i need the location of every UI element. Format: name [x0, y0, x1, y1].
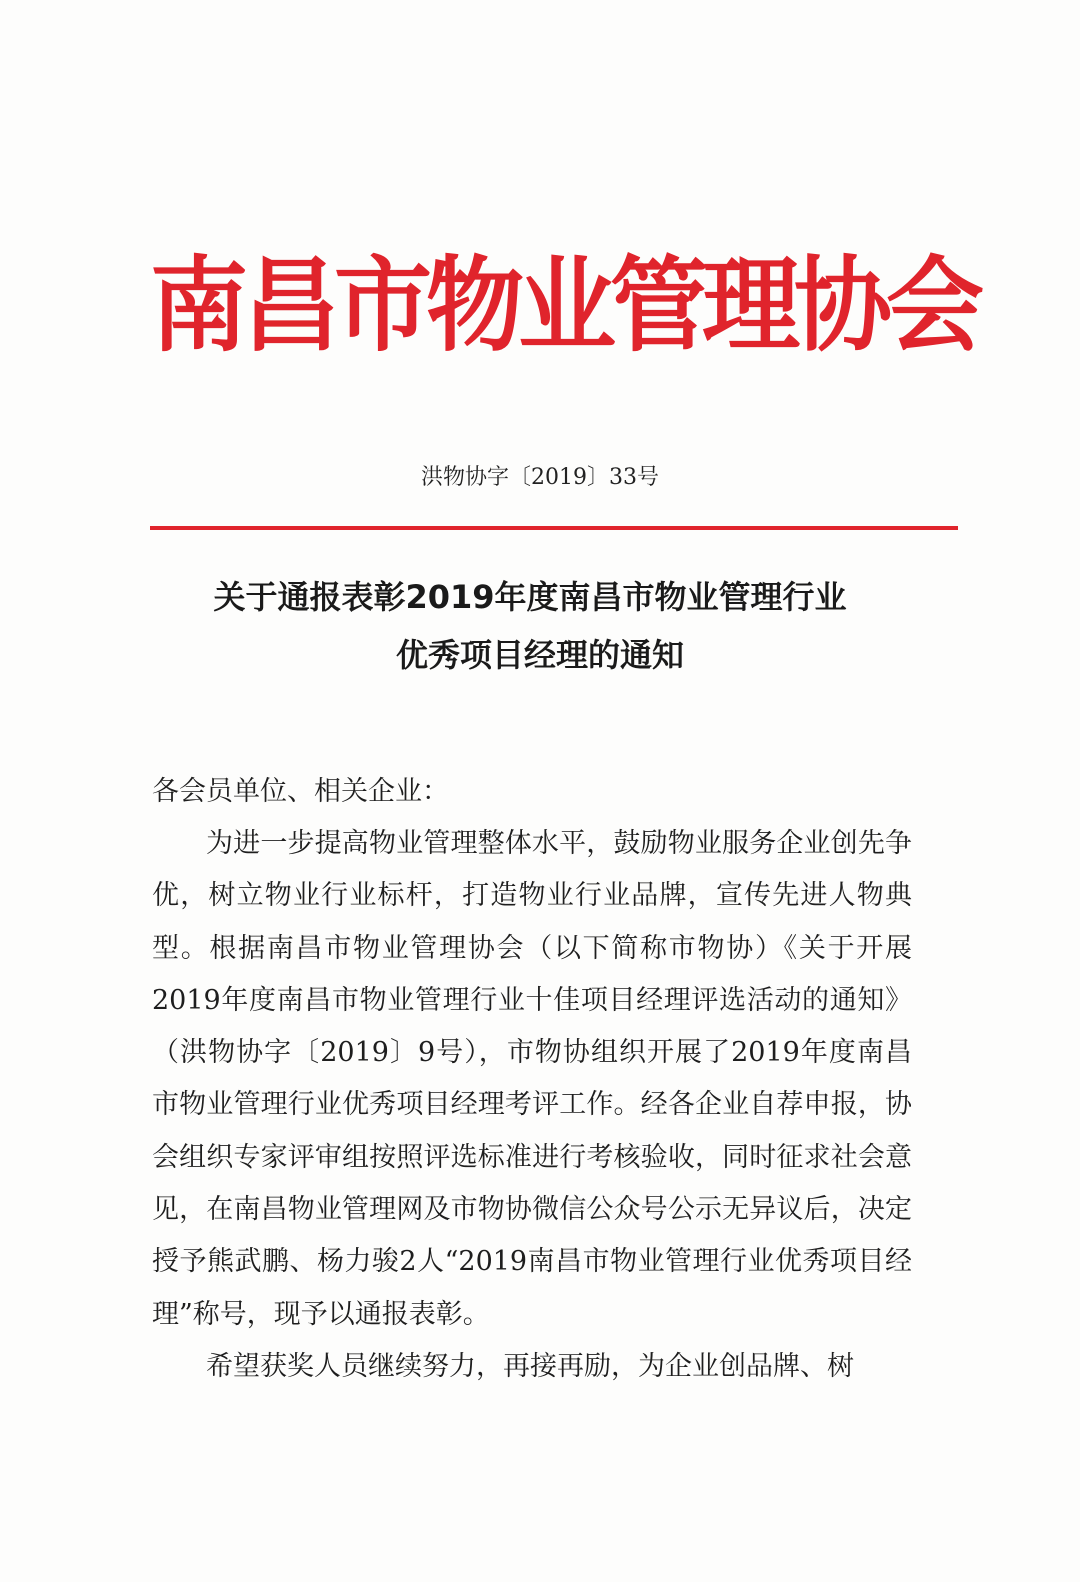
notice-title-line-1: 关于通报表彰2019年度南昌市物业管理行业 [213, 578, 847, 616]
notice-title-line-2: 优秀项目经理的通知 [395, 636, 684, 674]
organization-masthead: 南昌市物业管理协会 [150, 245, 979, 367]
body-paragraph-2: 希望获奖人员继续努力，再接再励，为企业创品牌、树 [206, 1351, 854, 1382]
salutation: 各会员单位、相关企业： [152, 776, 449, 807]
red-divider-line [150, 526, 958, 530]
document-number: 洪物协字〔2019〕33号 [421, 465, 659, 490]
body-paragraph-1: 为进一步提高物业管理整体水平，鼓励物业服务企业创先争优，树立物业行业标杆，打造物业行业品牌，宣传先进人物典型。根据南昌市物业管理协会（以下简称市物协）《关于开展2019年度南昌市物业管理行业十佳项目经理评选活动的通知》（洪物协字〔2019〕9号），市物协组织开展了2019年度南昌市物业管理行业优秀项目经理考评工作。经各企业自荐申报，协会组织专家评审组按照评选标准进行考核验收，同时征求社会意见，在南昌物业管理网及市物协微信公众号公示无异议后，决定授予熊武鹏、杨力骏2人“2019南昌市物业管理行业优秀项目经理”称号，现予以通报表彰。 [152, 828, 912, 1330]
